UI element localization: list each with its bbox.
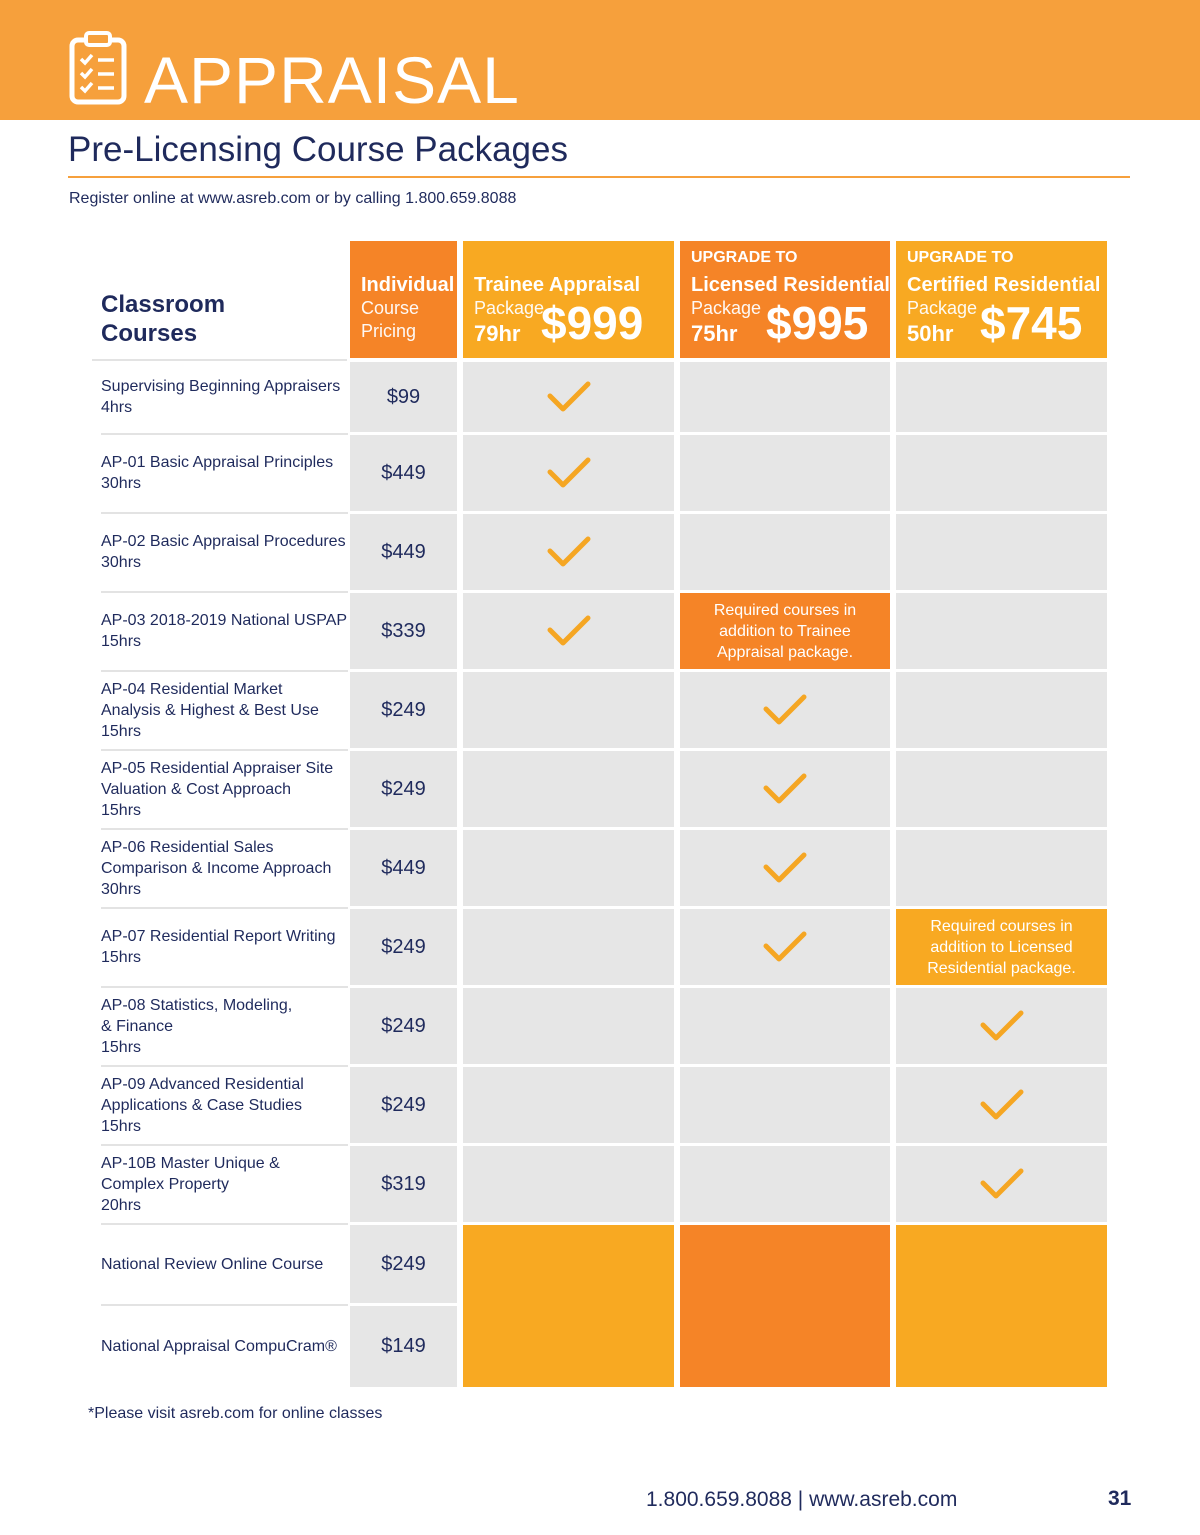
package-name: Licensed Residential <box>691 274 890 296</box>
package-cell <box>896 435 1107 511</box>
header-individual-line3: Pricing <box>361 321 417 341</box>
course-label-line: AP-04 Residential Market <box>101 680 283 698</box>
page-number: 31 <box>1108 1487 1132 1510</box>
course-price: $249 <box>350 988 457 1064</box>
course-label <box>101 1074 304 1137</box>
checkmark-icon <box>762 930 808 964</box>
course-price: $339 <box>350 593 457 669</box>
course-label <box>101 837 331 900</box>
course-label-line: AP-08 Statistics, Modeling, <box>101 996 293 1014</box>
package-cell <box>680 988 890 1064</box>
package-label: Package <box>474 298 545 318</box>
course-price: $249 <box>350 909 457 985</box>
package-cell <box>680 1067 890 1143</box>
package-cell <box>896 362 1107 432</box>
course-price: $249 <box>350 751 457 827</box>
header-certified-package <box>896 241 1107 358</box>
clipboard-checklist-icon <box>68 30 128 106</box>
row-divider <box>101 433 348 435</box>
required-courses-note <box>896 909 1107 985</box>
course-price: $249 <box>350 672 457 748</box>
divider <box>92 359 347 361</box>
package-hours: 79hr <box>474 321 521 346</box>
course-label-line: 15hrs <box>101 722 142 740</box>
row-divider <box>101 828 348 830</box>
course-label <box>101 679 319 742</box>
course-label-line: AP-01 Basic Appraisal Principles <box>101 454 334 471</box>
row-divider <box>101 749 348 751</box>
appraisal-banner <box>0 0 1200 120</box>
package-cell <box>896 751 1107 827</box>
course-label-line: 15hrs <box>101 1038 142 1056</box>
course-label-line: National Review Online Course <box>101 1255 324 1273</box>
course-label-line: 20hrs <box>101 1196 142 1214</box>
course-label <box>101 531 346 573</box>
course-label-line: 4hrs <box>101 399 133 416</box>
course-label <box>101 1336 337 1357</box>
checkmark-icon <box>979 1088 1025 1122</box>
course-label-line: 15hrs <box>101 1117 142 1135</box>
checkmark-icon <box>762 851 808 885</box>
checkmark-icon <box>979 1167 1025 1201</box>
course-label-line: AP-05 Residential Appraiser Site <box>101 759 334 777</box>
course-label-line: AP-03 2018-2019 National USPAP <box>101 612 348 629</box>
package-cell <box>680 435 890 511</box>
course-label-line: Valuation & Cost Approach <box>101 780 292 798</box>
course-label-line: Supervising Beginning Appraisers <box>101 378 341 395</box>
package-cell <box>463 988 674 1064</box>
course-label-line: AP-02 Basic Appraisal Procedures <box>101 533 346 550</box>
course-label-line: Complex Property <box>101 1175 230 1193</box>
package-cell <box>463 751 674 827</box>
footer-contact: 1.800.659.8088 | www.asreb.com <box>646 1488 958 1511</box>
row-divider <box>101 1144 348 1146</box>
course-label-line: AP-10B Master Unique & <box>101 1154 280 1172</box>
checkmark-icon <box>762 772 808 806</box>
header-individual-line1: Individual <box>361 274 455 296</box>
course-label-line: 30hrs <box>101 475 142 492</box>
header-individual-line2: Course <box>361 298 420 318</box>
note-text <box>714 600 856 663</box>
upgrade-label: UPGRADE TO <box>907 249 1014 266</box>
course-price: $99 <box>350 362 457 432</box>
package-hours: 50hr <box>907 321 954 346</box>
package-cell <box>896 672 1107 748</box>
package-cell <box>680 362 890 432</box>
checkmark-icon <box>762 693 808 727</box>
course-label-line: AP-06 Residential Sales <box>101 838 274 856</box>
package-hours: 75hr <box>691 321 738 346</box>
heading-line: Courses <box>101 320 198 347</box>
package-cell <box>463 1146 674 1222</box>
note-line: addition to Licensed <box>930 938 1073 956</box>
package-cell <box>463 909 674 985</box>
course-label <box>101 1153 280 1216</box>
package-cell <box>463 830 674 906</box>
course-label-line: AP-07 Residential Report Writing <box>101 928 336 945</box>
course-label-line: 15hrs <box>101 801 142 819</box>
course-label-line: Applications & Case Studies <box>101 1096 302 1114</box>
package-cell <box>463 672 674 748</box>
note-line: addition to Trainee <box>719 622 851 640</box>
heading-line: Classroom <box>101 291 226 318</box>
course-price: $449 <box>350 514 457 590</box>
banner-title: APPRAISAL <box>144 43 520 117</box>
package-price: $999 <box>541 297 644 349</box>
course-label-line: National Appraisal CompuCram® <box>101 1338 337 1355</box>
note-line: Required courses in <box>713 601 857 619</box>
divider <box>68 176 1130 178</box>
course-label <box>101 1254 323 1275</box>
package-cell <box>896 593 1107 669</box>
checkmark-icon <box>546 614 592 648</box>
header-individual-pricing <box>350 241 457 358</box>
package-price: $745 <box>980 297 1083 349</box>
course-label <box>101 610 347 652</box>
course-price: $319 <box>350 1146 457 1222</box>
course-label-line: Comparison & Income Approach <box>101 859 332 877</box>
course-label-line: 15hrs <box>101 949 142 966</box>
header-trainee-package <box>463 241 674 358</box>
footnote: *Please visit asreb.com for online classes <box>88 1405 383 1422</box>
course-label-line: Analysis & Highest & Best Use <box>101 701 319 719</box>
course-label <box>101 995 292 1058</box>
course-label <box>101 376 340 418</box>
header-licensed-package <box>680 241 890 358</box>
checkmark-icon <box>546 456 592 490</box>
course-label-line: 15hrs <box>101 633 142 650</box>
package-cell <box>680 1146 890 1222</box>
note-line: Appraisal package. <box>716 643 854 661</box>
note-line: Required courses in <box>930 917 1073 935</box>
course-label-line: AP-09 Advanced Residential <box>101 1075 304 1093</box>
course-price: $449 <box>350 830 457 906</box>
course-label-line: 30hrs <box>101 554 142 571</box>
course-label-line: & Finance <box>101 1017 174 1035</box>
course-label <box>101 926 335 968</box>
checkmark-icon <box>979 1009 1025 1043</box>
note-line: Residential package. <box>927 959 1076 977</box>
register-text: Register online at www.asreb.com or by calling 1.800.659.8088 <box>69 190 517 207</box>
row-divider <box>101 512 348 514</box>
classroom-courses-heading <box>101 290 225 348</box>
course-price: $149 <box>350 1306 457 1387</box>
row-divider <box>101 1223 348 1225</box>
online-package-block <box>896 1225 1107 1387</box>
online-package-block <box>463 1225 674 1387</box>
package-cell <box>896 514 1107 590</box>
row-divider <box>101 1304 348 1306</box>
package-cell <box>680 514 890 590</box>
course-label <box>101 452 333 494</box>
row-divider <box>101 907 348 909</box>
note-text <box>927 916 1076 979</box>
package-cell <box>896 830 1107 906</box>
package-label: Package <box>691 298 762 318</box>
course-label-line: 30hrs <box>101 880 142 898</box>
page-subtitle: Pre-Licensing Course Packages <box>68 130 568 169</box>
course-price: $249 <box>350 1067 457 1143</box>
package-cell <box>463 1067 674 1143</box>
checkmark-icon <box>546 535 592 569</box>
row-divider <box>101 986 348 988</box>
course-price: $249 <box>350 1225 457 1303</box>
upgrade-label: UPGRADE TO <box>691 249 798 266</box>
checkmark-icon <box>546 380 592 414</box>
row-divider <box>101 1065 348 1067</box>
course-price: $449 <box>350 435 457 511</box>
package-name: Certified Residential <box>907 274 1101 296</box>
package-name: Trainee Appraisal <box>474 274 640 296</box>
package-label: Package <box>907 298 978 318</box>
row-divider <box>101 591 348 593</box>
row-divider <box>101 670 348 672</box>
online-package-block <box>680 1225 890 1387</box>
package-price: $995 <box>766 297 869 349</box>
course-label <box>101 758 333 821</box>
required-courses-note <box>680 593 890 669</box>
